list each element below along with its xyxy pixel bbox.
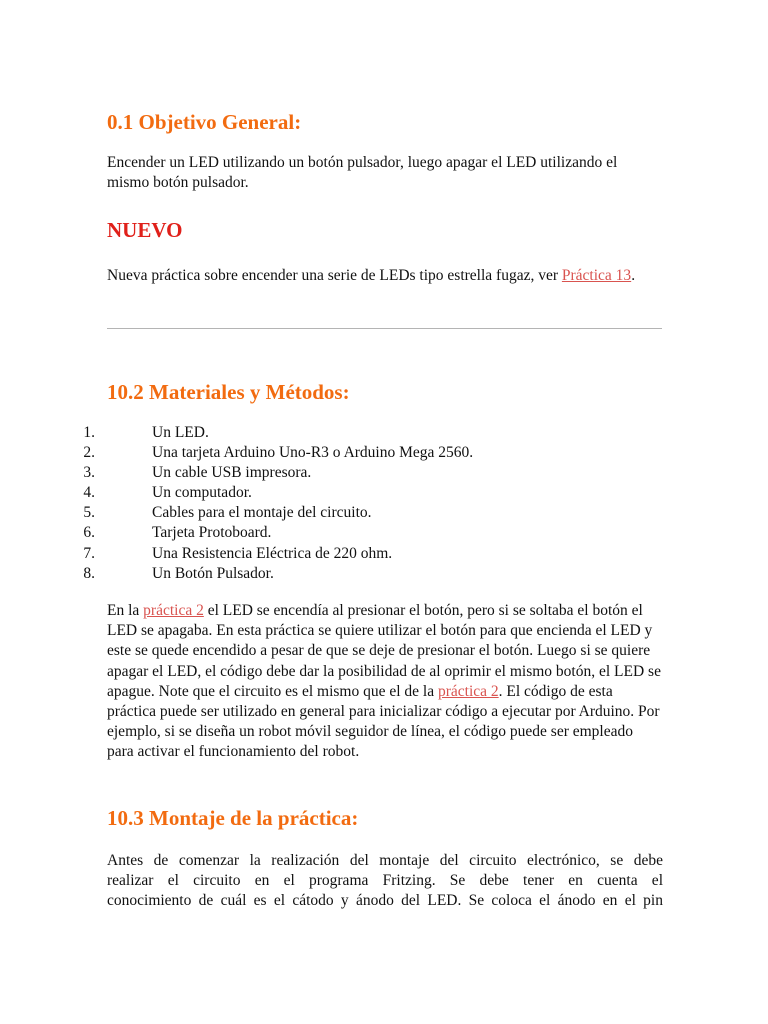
list-item (0, 443, 768, 463)
heading-objetivo-general: 0.1 Objetivo General: (107, 110, 302, 134)
nuevo-text-end: . (631, 267, 636, 284)
para-text: En la (107, 602, 144, 619)
paragraph-objetivo: Encender un LED utilizando un botón pulsador, luego apagar el LED utilizando el mismo botón pulsador. (107, 154, 618, 192)
heading-montaje-practica: 10.3 Montaje de la práctica: (107, 806, 359, 830)
paragraph-line: Antes de comenzar la realización del montaje del circuito electrónico, se debe (107, 852, 663, 869)
list-item (0, 564, 768, 584)
list-text: Una Resistencia Eléctrica de 220 ohm. (152, 544, 393, 562)
materials-list (0, 423, 768, 584)
paragraph-materiales (107, 601, 663, 763)
list-number: 6. (83, 524, 95, 542)
list-number: 7. (83, 544, 95, 562)
para-text: . El código de esta práctica puede ser utilizado en general para inicializar código a ejecutar por Arduino. Por ejemplo, si se diseña un robot móvil seguidor de línea, el código puede ser empleado para activar el funcionamiento del robot. (107, 682, 660, 761)
practica-2-link[interactable]: práctica 2 (143, 602, 204, 619)
list-number: 4. (83, 484, 95, 502)
heading-materiales-metodos: 10.2 Materiales y Métodos: (107, 380, 350, 404)
list-text: Un computador. (152, 484, 252, 502)
list-number: 8. (83, 564, 95, 582)
horizontal-rule (107, 328, 662, 329)
list-item (0, 483, 768, 503)
paragraph-montaje (107, 851, 663, 912)
nuevo-text: Nueva práctica sobre encender una serie de LEDs tipo estrella fugaz, ver (107, 267, 562, 284)
para-text: el LED se encendía al presionar el botón, pero si se soltaba el botón el LED se apagaba. En esta práctica se quiere utilizar el botón para que encienda el LED y este se quede encendido a pesar de que se deje de presionar el botón. Luego si se quiere apagar el LED, el código debe dar la posibilidad de al oprimir el mismo botón, el LED se apague. Note que el circuito es el mismo que el de la (107, 602, 661, 700)
list-text: Un Botón Pulsador. (152, 564, 274, 582)
list-number: 5. (83, 504, 95, 522)
list-text: Tarjeta Protoboard. (152, 524, 272, 542)
paragraph-line: realizar el circuito en el programa Fritzing. Se debe tener en cuenta el (107, 872, 663, 890)
practica-2-link-second[interactable]: práctica 2 (437, 682, 499, 700)
heading-nuevo: NUEVO (107, 218, 183, 242)
list-item (0, 544, 768, 564)
list-number: 2. (83, 444, 95, 462)
list-text: Un cable USB impresora. (152, 464, 312, 482)
list-item (0, 523, 768, 543)
list-text: Un LED. (152, 424, 209, 441)
list-number: 1. (83, 424, 95, 441)
list-number: 3. (83, 464, 95, 482)
paragraph-line: conocimiento de cuál es el cátodo y ánodo del LED. Se coloca el ánodo en el pin (107, 892, 663, 910)
list-text: Cables para el montaje del circuito. (152, 504, 372, 522)
list-item (0, 423, 768, 443)
list-text: Una tarjeta Arduino Uno-R3 o Arduino Mega 2560. (152, 444, 474, 462)
paragraph-nuevo (107, 266, 663, 286)
list-item (0, 503, 768, 523)
list-item (0, 463, 768, 483)
practica-13-link[interactable]: Práctica 13 (561, 267, 632, 284)
